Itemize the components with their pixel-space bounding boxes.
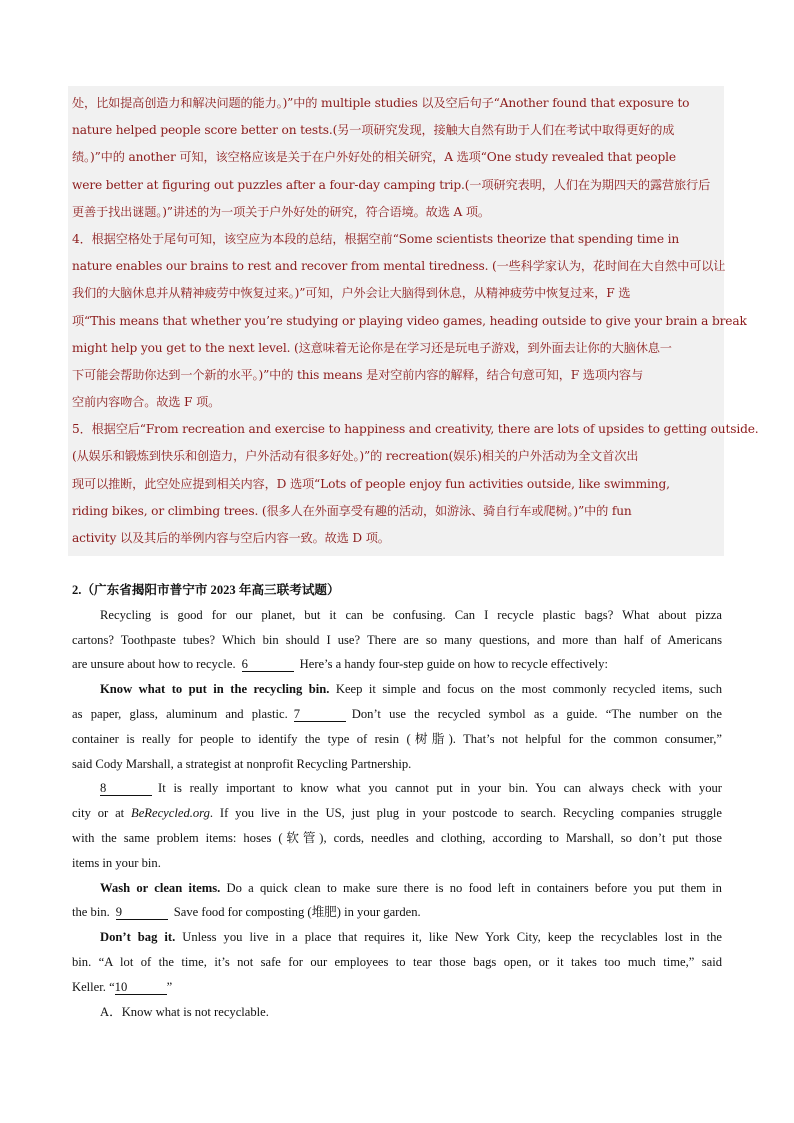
blank-6: 6: [242, 657, 294, 672]
blank-7: 7: [294, 707, 346, 722]
paragraph-line: Know what to put in the recycling bin. Keep it simple and focus on the most commonly recycled items, such: [100, 682, 723, 697]
question-2: [72, 578, 722, 1024]
explanation-line: nature enables our brains to rest and recover from mental tiredness. (一些科学家认为，花时间在大自然中可以让: [72, 259, 726, 274]
paragraph-line: Don’t bag it. Unless you live in a place that requires it, like New York City, keep the recyclables lost in the: [100, 930, 722, 945]
paragraph-line: city or at BeRecycled.org. If you live in the US, just plug in your postcode to search. Recycling companies struggle: [72, 806, 722, 821]
question-title: 2.（广东省揭阳市普宁市 2023 年高三联考试题）: [72, 583, 340, 597]
explanation-line: 更善于找出谜题。)”讲述的为一项关于户外好处的研究，符合语境。故选 A 项。: [72, 204, 490, 219]
explanation-line: riding bikes, or climbing trees. (很多人在外面享受有趣的活动，如游泳、骑自行车或爬树。)”中的 fun: [72, 503, 632, 518]
explanation-line: 空前内容吻合。故选 F 项。: [72, 395, 221, 410]
explanation-line: were better at figuring out puzzles after a four-day camping trip.(一项研究表明，人们在为期四天的露营旅行后: [72, 177, 711, 192]
step-heading: Wash or clean items.: [100, 880, 221, 895]
explanation-line: 下可能会帮助你达到一个新的水平。)”中的 this means 是对空前内容的解释，结合句意可知，F 选项内容与: [72, 367, 643, 382]
paragraph-line: Keller. “10 ”: [72, 979, 173, 994]
paragraph-line: Wash or clean items. Do a quick clean to make sure there is no food left in containers before you put them in: [100, 880, 722, 895]
explanation-line: 5．根据空后“From recreation and exercise to happiness and creativity, there are lots of upsides to getting outside.: [72, 422, 759, 437]
explanation-line: activity 以及其后的举例内容与空后内容一致。故选 D 项。: [72, 531, 390, 545]
paragraph-line: cartons? Toothpaste tubes? Which bin should I use? There are so many questions, and more than half of Americans: [72, 632, 722, 647]
paragraph-line: container is really for people to identify the type of resin (树脂). That’s not helpful for the common consumer,”: [72, 731, 722, 746]
explanation-line: 我们的大脑休息并从精神疲劳中恢复过来。)”可知，户外会让大脑得到休息，从精神疲劳中恢复过来，F 选: [72, 286, 631, 301]
explanation-line: 绩。)”中的 another 可知，该空格应该是关于在户外好处的相关研究，A 选项“One study revealed that people: [72, 150, 676, 165]
website-link[interactable]: BeRecycled.org: [131, 806, 210, 821]
paragraph-line: 8 It is really important to know what you cannot put in your bin. You can always check with your: [100, 781, 722, 796]
explanation-line: 现可以推断，此空处应提到相关内容，D 选项“Lots of people enjoy fun activities outside, like swimming,: [72, 476, 670, 491]
paragraph-line: Recycling is good for our planet, but it can be confusing. Can I recycle plastic bags? What about pizza: [100, 607, 722, 622]
answer-explanation-box: [68, 86, 759, 556]
blank-10: 10: [115, 980, 167, 995]
explanation-line: 4．根据空格处于尾句可知，该空应为本段的总结，根据空前“Some scientists theorize that spending time in: [72, 231, 680, 246]
explanation-line: might help you get to the next level. (这意味着无论你是在学习还是玩电子游戏，到外面去让你的大脑休息一: [72, 340, 672, 355]
paragraph-line: the bin. 9 Save food for composting (堆肥) in your garden.: [72, 905, 421, 920]
paragraph-line: with the same problem items: hoses (软管), cords, needles and clothing, according to Marshall, so don’t put those: [72, 830, 722, 845]
explanation-line: nature helped people score better on tests.(另一项研究发现，接触大自然有助于人们在考试中取得更好的成: [72, 123, 675, 138]
blank-8: 8: [100, 781, 152, 796]
paragraph-line: bin. “A lot of the time, it’s not safe for our employees to tear those bags open, or it takes too much time,” said: [72, 954, 722, 969]
explanation-line: (从娱乐和锻炼到快乐和创造力，户外活动有很多好处。)”的 recreation(娱乐)相关的户外活动为全文首次出: [72, 449, 639, 464]
option-a: A．Know what is not recyclable.: [100, 1004, 269, 1019]
paragraph-line: are unsure about how to recycle. 6 Here’s a handy four-step guide on how to recycle effectively:: [72, 657, 608, 672]
step-heading: Know what to put in the recycling bin.: [100, 682, 330, 697]
paragraph-line: as paper, glass, aluminum and plastic. 7 Don’t use the recycled symbol as a guide. “The number on the: [72, 706, 722, 721]
explanation-line: 项“This means that whether you’re studying or playing video games, heading outside to give your brain a break: [72, 313, 747, 328]
paragraph-line: said Cody Marshall, a strategist at nonprofit Recycling Partnership.: [72, 756, 412, 771]
step-heading: Don’t bag it.: [100, 930, 176, 945]
explanation-line: 处，比如提高创造力和解决问题的能力。)”中的 multiple studies 以及空后句子“Another found that exposure to: [72, 96, 690, 110]
paragraph-line: items in your bin.: [72, 855, 161, 870]
blank-9: 9: [116, 905, 168, 920]
